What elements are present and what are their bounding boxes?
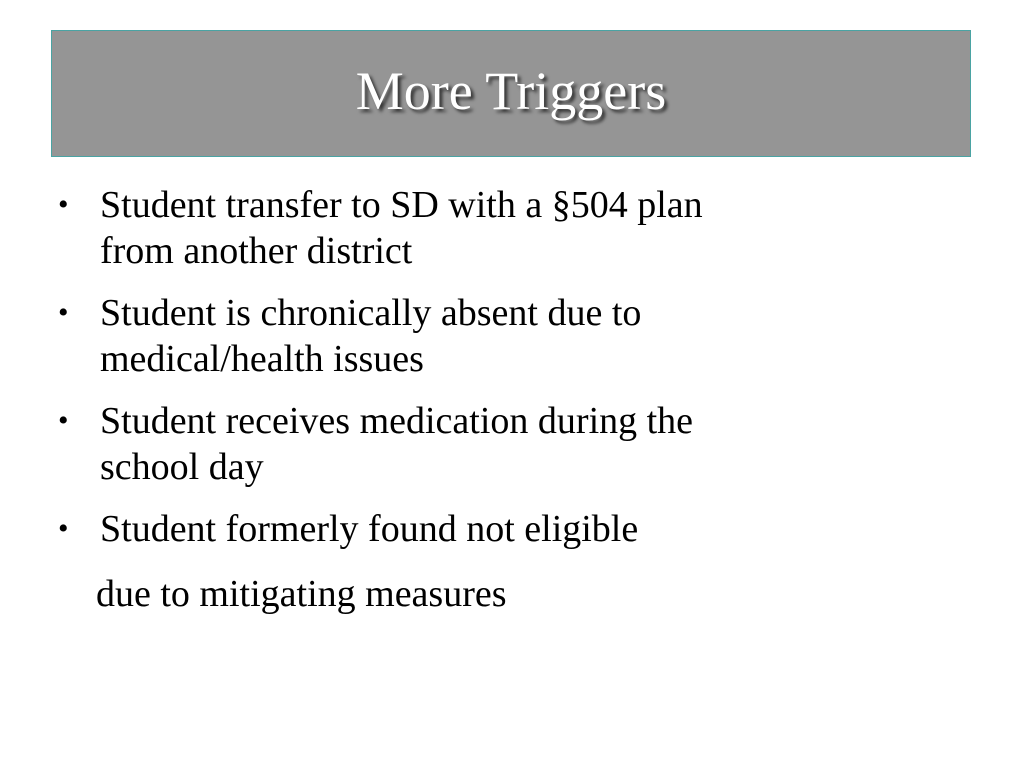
bullet-item (58, 398, 938, 490)
bullet-item (58, 506, 938, 552)
bullet-icon: • (58, 188, 69, 221)
bullet-text-line: from another district (100, 230, 413, 272)
bullet-icon: • (58, 296, 69, 329)
bullet-text-line: Student formerly found not eligible (100, 508, 639, 550)
bullet-text-line: Student receives medication during the (100, 400, 694, 442)
bullet-icon: • (58, 404, 69, 437)
bullet-item (58, 290, 938, 382)
bullet-icon: • (58, 512, 69, 545)
bullet-text-line: medical/health issues (100, 338, 424, 380)
continuation-text: due to mitigating measures (96, 573, 507, 615)
bullet-text-line: Student is chronically absent due to (100, 292, 642, 334)
bullet-item (58, 182, 938, 274)
slide-title: More Triggers (355, 60, 667, 121)
bullet-text-line: Student transfer to SD with a §504 plan (100, 184, 703, 226)
bullet-text-line: school day (100, 446, 264, 488)
title-banner (51, 30, 971, 157)
bullet-list (58, 182, 938, 568)
